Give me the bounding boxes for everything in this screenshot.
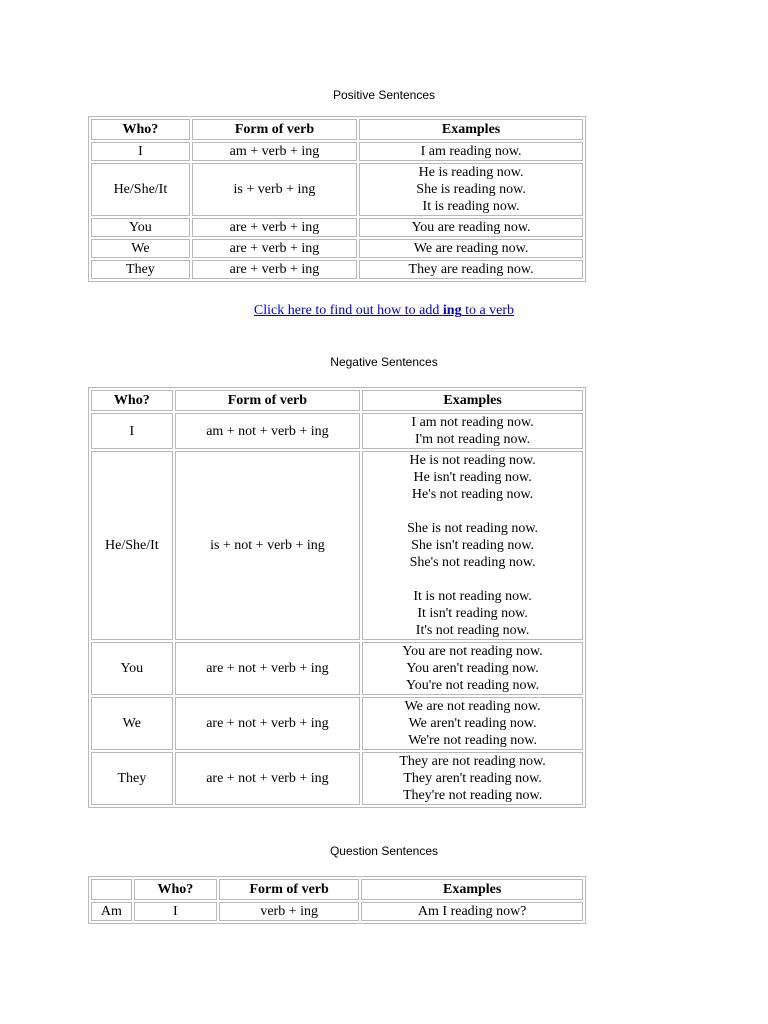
who-cell: I: [91, 413, 173, 449]
example-line: We are not reading now.: [404, 699, 541, 714]
header-who: Who?: [134, 879, 217, 900]
table-row: [91, 451, 583, 640]
who-cell: You: [91, 642, 173, 695]
who-cell: I: [134, 902, 217, 921]
example-line: They're not reading now.: [402, 788, 543, 803]
form-cell: are + not + verb + ing: [175, 642, 361, 695]
header-examples: Examples: [362, 390, 583, 411]
header-form-of-verb: Form of verb: [219, 879, 359, 900]
add-ing-link-container: [0, 303, 768, 319]
auxiliary-cell: Am: [91, 902, 132, 921]
who-cell: I: [91, 142, 190, 161]
header-auxiliary: [91, 879, 132, 900]
table-row: [91, 752, 583, 805]
form-cell: verb + ing: [219, 902, 359, 921]
examples-cell: [362, 413, 583, 449]
form-cell: are + verb + ing: [192, 260, 357, 279]
examples-cell: [362, 451, 583, 640]
table-row: [91, 902, 583, 921]
who-cell: He/She/It: [91, 163, 190, 216]
examples-cell: [362, 642, 583, 695]
link-text-prefix: Click here to find out how to add: [253, 303, 443, 318]
header-examples: Examples: [359, 119, 583, 140]
examples-cell: [362, 752, 583, 805]
table-row: [91, 163, 583, 216]
form-cell: are + not + verb + ing: [175, 752, 361, 805]
example-line: She isn't reading now.: [411, 538, 535, 553]
who-cell: We: [91, 239, 190, 258]
who-cell: He/She/It: [91, 451, 173, 640]
example-line: We aren't reading now.: [408, 716, 537, 731]
table-row: [91, 697, 583, 750]
examples-cell: [359, 218, 583, 237]
example-line: He is not reading now.: [409, 453, 536, 468]
positive-title: Positive Sentences: [332, 88, 436, 102]
positive-table: [88, 116, 586, 282]
table-row: [91, 239, 583, 258]
example-line: He's not reading now.: [411, 487, 534, 502]
example-line: You're not reading now.: [405, 678, 540, 693]
who-cell: They: [91, 752, 173, 805]
negative-title: Negative Sentences: [330, 355, 438, 369]
examples-cell: [359, 142, 583, 161]
example-line: She is reading now.: [416, 182, 526, 197]
examples-cell: [359, 163, 583, 216]
header-form-of-verb: Form of verb: [175, 390, 361, 411]
table-header-row: [91, 119, 583, 140]
example-line: I am not reading now.: [411, 415, 534, 430]
table-row: [91, 142, 583, 161]
example-line: She is not reading now.: [407, 521, 539, 536]
example-line: He is reading now.: [418, 165, 524, 180]
who-cell: They: [91, 260, 190, 279]
header-form-of-verb: Form of verb: [192, 119, 357, 140]
table-row: [91, 218, 583, 237]
example-line: It's not reading now.: [415, 623, 530, 638]
example-line: They are not reading now.: [399, 754, 546, 769]
negative-table: [88, 387, 586, 808]
examples-cell: [361, 902, 583, 921]
header-who: Who?: [91, 119, 190, 140]
example-line: It is not reading now.: [413, 589, 532, 604]
table-row: [91, 260, 583, 279]
example-line: We're not reading now.: [408, 733, 537, 748]
examples-cell: [359, 239, 583, 258]
examples-cell: [362, 697, 583, 750]
link-text-suffix: to a verb: [461, 303, 515, 318]
header-who: Who?: [91, 390, 173, 411]
who-cell: We: [91, 697, 173, 750]
example-line: You are reading now.: [411, 220, 531, 235]
example-spacer: [365, 503, 580, 520]
example-line: It isn't reading now.: [417, 606, 528, 621]
form-cell: is + verb + ing: [192, 163, 357, 216]
link-text-bold: ing: [442, 303, 462, 318]
add-ing-link[interactable]: [254, 303, 514, 318]
example-line: I am reading now.: [420, 144, 522, 159]
form-cell: am + not + verb + ing: [175, 413, 361, 449]
form-cell: are + verb + ing: [192, 239, 357, 258]
example-line: You are not reading now.: [402, 644, 543, 659]
example-line: He isn't reading now.: [413, 470, 532, 485]
form-cell: am + verb + ing: [192, 142, 357, 161]
header-examples: Examples: [361, 879, 583, 900]
example-line: They aren't reading now.: [403, 771, 542, 786]
form-cell: are + not + verb + ing: [175, 697, 361, 750]
example-line: We are reading now.: [413, 241, 529, 256]
form-cell: is + not + verb + ing: [175, 451, 361, 640]
table-header-row: [91, 390, 583, 411]
form-cell: are + verb + ing: [192, 218, 357, 237]
examples-cell: [359, 260, 583, 279]
table-header-row: [91, 879, 583, 900]
example-line: I'm not reading now.: [415, 432, 531, 447]
example-line: It is reading now.: [422, 199, 520, 214]
example-spacer: [365, 571, 580, 588]
example-line: She's not reading now.: [409, 555, 536, 570]
table-row: [91, 413, 583, 449]
who-cell: You: [91, 218, 190, 237]
table-row: [91, 642, 583, 695]
example-line: They are reading now.: [408, 262, 534, 277]
question-table: [88, 876, 586, 924]
example-line: You aren't reading now.: [406, 661, 539, 676]
example-line: Am I reading now?: [417, 904, 527, 919]
question-title: Question Sentences: [329, 844, 439, 858]
